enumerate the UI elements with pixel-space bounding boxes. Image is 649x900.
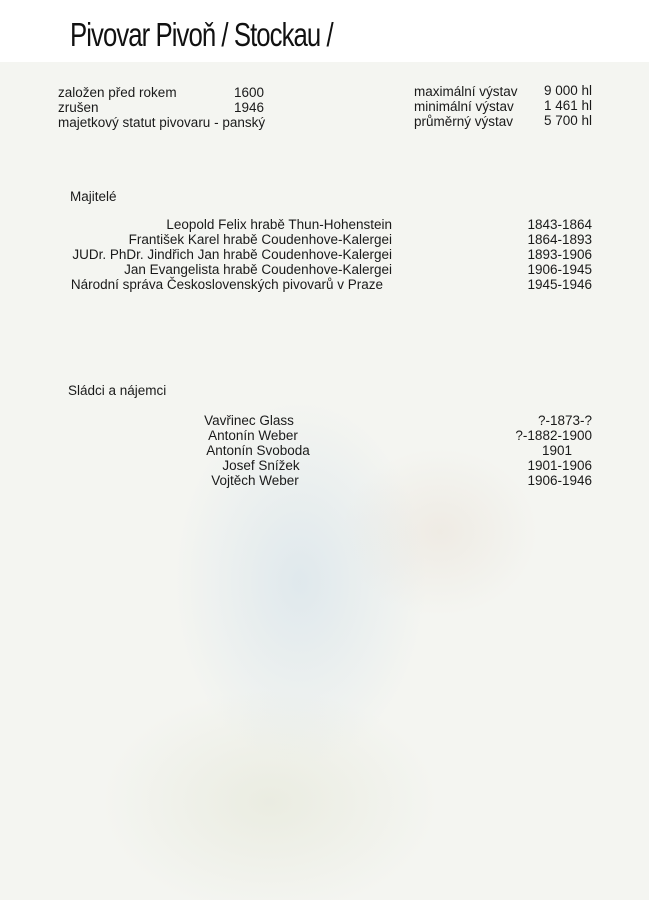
production-value-avg: 5 700 hl xyxy=(543,113,592,128)
brewer-name: Vavřinec Glass xyxy=(204,413,294,428)
owner-years: 1906-1945 xyxy=(527,262,592,277)
owner-years: 1893-1906 xyxy=(527,247,592,262)
owner-name: JUDr. PhDr. Jindřich Jan hrabě Coudenhove-Kalergei xyxy=(72,247,392,262)
fact-value-closed: 1946 xyxy=(234,100,265,115)
owner-name: Leopold Felix hrabě Thun-Hohenstein xyxy=(166,217,392,232)
production-label-max: maximální výstav xyxy=(414,84,518,99)
brewer-name: Antonín Weber xyxy=(208,428,298,443)
brewer-years: ?-1882-1900 xyxy=(515,428,592,443)
brewers-heading: Sládci a nájemci xyxy=(68,383,167,398)
production-label-min: minimální výstav xyxy=(414,99,514,114)
brewer-years: 1906-1946 xyxy=(527,473,592,488)
fact-label-ownership: majetkový statut pivovaru - panský xyxy=(58,115,266,130)
owner-years: 1864-1893 xyxy=(527,232,592,247)
brewer-name: Josef Snížek xyxy=(222,458,300,473)
owner-years: 1945-1946 xyxy=(527,277,592,292)
production-label-avg: průměrný výstav xyxy=(414,114,514,129)
brewer-name: Antonín Svoboda xyxy=(206,443,310,458)
brewer-years: 1901 xyxy=(541,443,572,458)
brewer-years: ?-1873-? xyxy=(537,413,592,428)
owners-heading: Majitelé xyxy=(70,189,117,204)
fact-label-closed: zrušen xyxy=(58,100,99,115)
page-title: Pivovar Pivoň / Stockau / xyxy=(70,16,333,53)
production-value-min: 1 461 hl xyxy=(543,98,592,113)
fact-label-founded: založen před rokem xyxy=(58,85,177,100)
brewer-name: Vojtěch Weber xyxy=(211,473,299,488)
owner-name: František Karel hrabě Coudenhove-Kalergei xyxy=(128,232,392,247)
owner-name: Jan Evangelista hrabě Coudenhove-Kalergei xyxy=(124,262,392,277)
brewer-years: 1901-1906 xyxy=(527,458,592,473)
owner-name: Národní správa Československých pivovarů v Praze xyxy=(70,277,383,292)
fact-value-founded: 1600 xyxy=(234,85,265,100)
production-value-max: 9 000 hl xyxy=(543,83,592,98)
owner-years: 1843-1864 xyxy=(527,217,592,232)
